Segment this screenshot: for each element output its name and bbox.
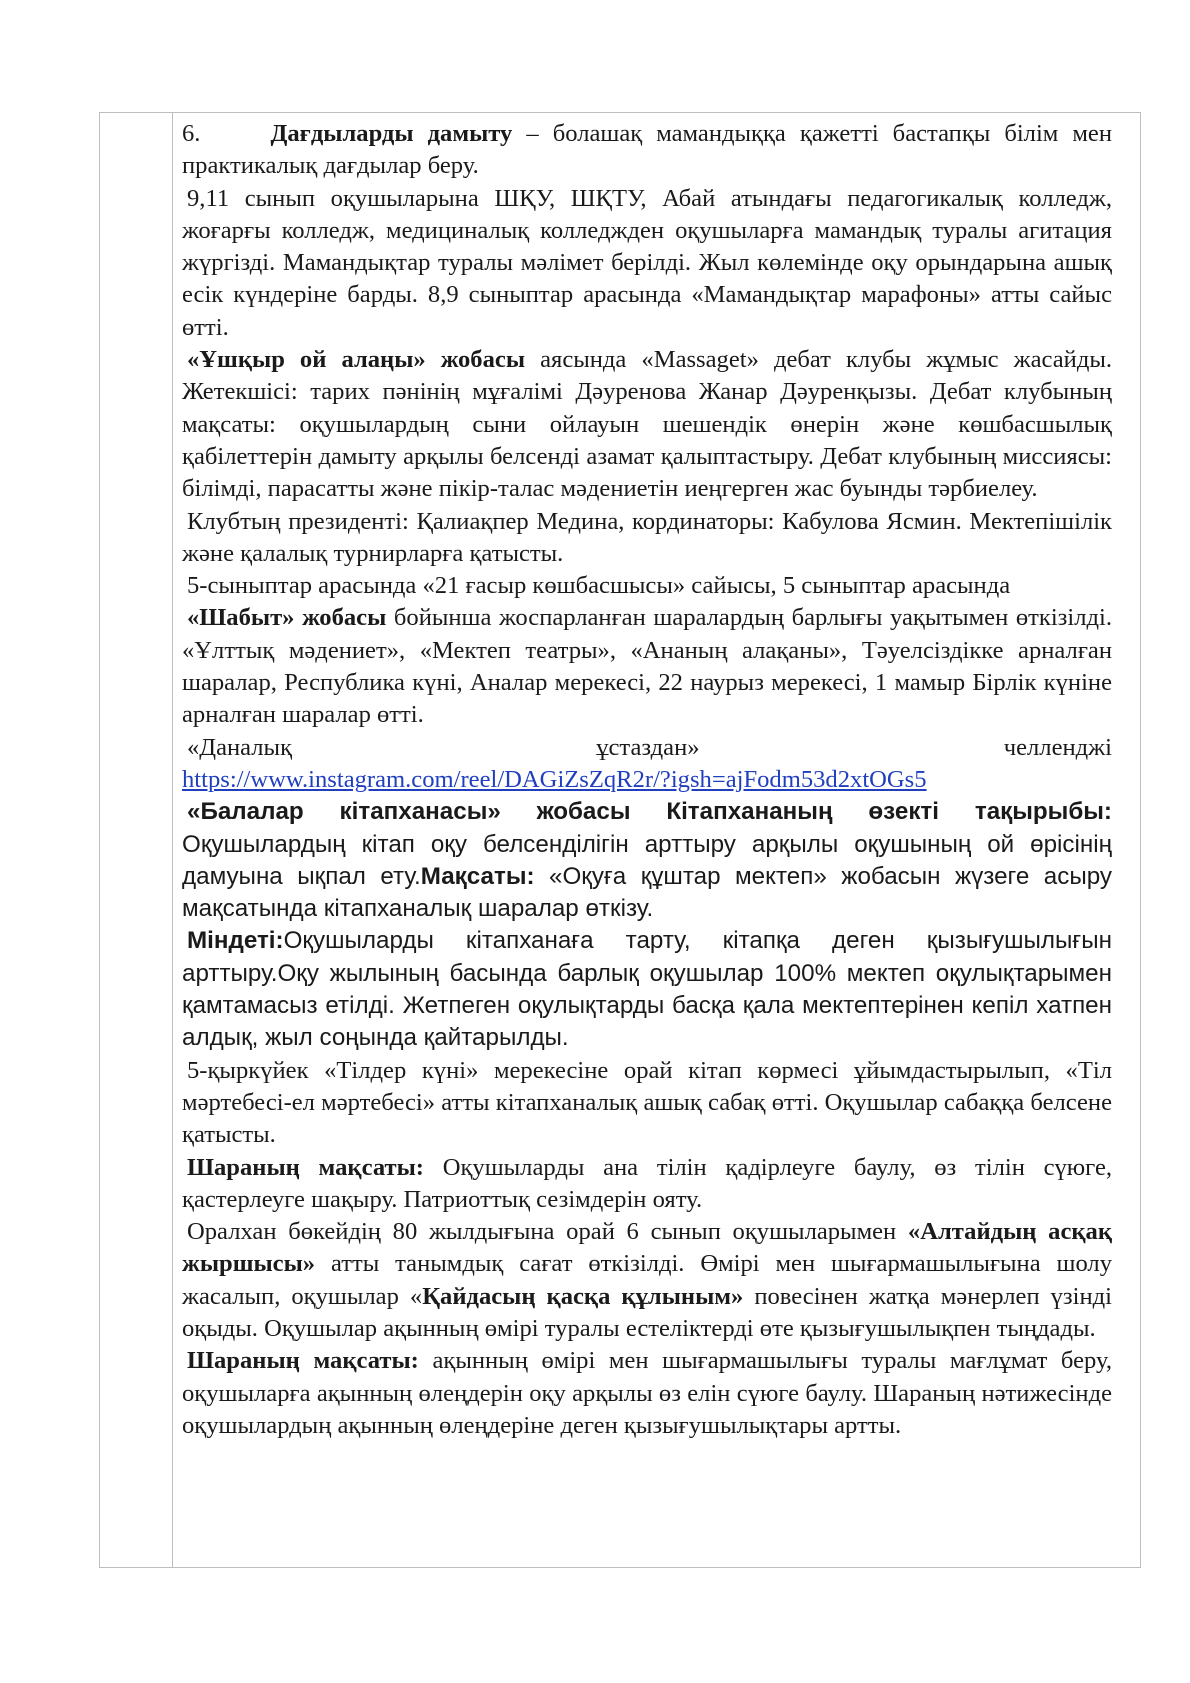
paragraph-text: Оқушылардың кітап оқу белсенділігін арттыру арқылы оқушының ой өрісінің дамуына ықпал ету.	[182, 830, 1112, 890]
task-label: Міндеті:	[187, 927, 284, 955]
paragraph-text: – болашақ мамандыққа қажетті бастапқы білім мен практикалық дағдылар беру.	[182, 120, 1113, 180]
paragraph-club-president: Клубтың президенті: Қалиақпер Медина, кординаторы: Кабулова Ясмин. Мектепішілік және қалалық турнирларға қатысты.	[182, 507, 1112, 567]
paragraph-challenge	[182, 732, 1112, 764]
instagram-link[interactable]: https://www.instagram.com/reel/DAGiZsZqR2r/?igsh=ajFodm53d2xtOGs5	[182, 765, 927, 793]
paragraph-skills	[182, 118, 1112, 183]
paragraph-debate-club	[182, 344, 1112, 505]
challenge-word: ұстаздан»	[596, 733, 700, 761]
paragraph-text: аясында «Massaget» дебат клубы жұмыс жасайды. Жетекшісі: тарих пәнінің мұғалімі Дәуренова Жанар Дәуренқызы. Дебат клубының мақсаты: оқушылардың сыни ойлауын шешендік өнерін және көшбасшылық қабілеттерін дамыту арқылы белсенді азамат қалыптастыру. Дебат клубының миссиясы: білімді, парасатты және пікір-талас мәдениетін иеңгерген жас буынды тәрбиелеу.	[182, 346, 1112, 503]
paragraph-text: «Оқуға құштар мектеп» жобасын жүзеге асыру мақсатында кітапханалық шаралар өткізу.	[182, 862, 1113, 923]
paragraph-text: Оқушыларды ана тілін қадірлеуге баулу, өз тілін сүюге, қастерлеуге шақыру. Патриоттық сезімдерін ояту.	[182, 1153, 1113, 1213]
item-number: 6.	[182, 120, 201, 147]
project-title: «Ұшқыр ой алаңы» жобасы	[187, 346, 526, 374]
paragraph-text: повесінен жатқа мәнерлеп үзінді оқыды. Оқушылар ақынның өмірі туралы естеліктерді өте қызығушылықпен тыңдады.	[182, 1282, 1112, 1342]
paragraph-text: Оралхан бөкейдің 80 жылдығына орай 6 сынып оқушыларымен	[187, 1218, 908, 1246]
heading-skills: Дағдыларды дамыту	[270, 120, 513, 147]
paragraph-languages-day: 5-қыркүйек «Тілдер күні» мерекесіне орай кітап көрмесі ұйымдастырылып, «Тіл мәртебесі-ел мәртебесі» атты кітапханалық ашық сабақ өтті. Оқушылар сабаққа белсене қатысты.	[182, 1056, 1112, 1149]
paragraph-text: ақынның өмірі мен шығармашылығы туралы мағлұмат беру, оқушыларға ақынның өлеңдерін оқу арқылы өз елін сүюге баулу. Шараның нәтижесінде оқушылардың ақынның өлеңдеріне деген қызығушылықтары артты.	[182, 1347, 1112, 1439]
project-title: «Балалар кітапханасы» жобасы Кітапхананың өзекті тақырыбы:	[187, 798, 1112, 826]
table-left-cell	[100, 113, 173, 1567]
paragraph-text: бойынша жоспарланған шаралардың барлығы уақытымен өткізілді. «Ұлттық мәдениет», «Мектеп театры», «Ананың алақаны», Тәуелсіздікке арналған шаралар, Республика күні, Аналар мерекесі, 22 наурыз мерекесі, 1 мамыр Бірлік күніне арналған шаралар өтті.	[182, 604, 1112, 729]
paragraph-leader-contest: 5-сыныптар арасында «21 ғасыр көшбасшысы» сайысы, 5 сыныптар арасында	[187, 572, 1011, 600]
event-title: «Алтайдың асқақ жыршысы»	[182, 1218, 1112, 1278]
paragraph-text: атты танымдық сағат өткізілді. Өмірі мен шығармашылығына шолу жасалып, оқушылар «	[182, 1250, 1112, 1310]
goal-label: Мақсаты:	[420, 862, 535, 890]
paragraph-event-goal-1	[182, 1152, 1112, 1217]
paragraph-link	[182, 764, 1112, 796]
paragraph-profession-agitation: 9,11 сынып оқушыларына ШҚУ, ШҚТУ, Абай атындағы педагогикалық колледж, жоғарғы колледж, медициналық колледжден оқушыларға мамандық туралы агитация жүргізді. Мамандықтар туралы мәлімет берілді. Жыл көлемінде оқу орындарына ашық есік күндеріне барды. 8,9 сыныптар арасында «Мамандықтар марафоны» атты сайыс өтті.	[182, 184, 1112, 341]
paragraph-text: Оқушыларды кітапханаға тарту, кітапқа деген қызығушылығын арттыру.Оқу жылының басында барлық оқушылар 100% мектеп оқулықтарымен қамтамасыз етілді. Жетпеген оқулықтарды басқа қала мектептерінен кепіл хатпен алдық, жыл соңында қайтарылды.	[182, 927, 1112, 1052]
paragraph-shabyt-project	[182, 602, 1112, 731]
story-title: Қайдасың қасқа құлыным»	[422, 1282, 744, 1310]
table-content-cell	[182, 118, 1112, 1442]
paragraph-oralkhan	[182, 1216, 1112, 1345]
paragraph-task	[182, 925, 1112, 1054]
event-goal-label: Шараның мақсаты:	[187, 1153, 424, 1181]
challenge-word: «Даналық	[187, 733, 293, 761]
paragraph-library-project	[182, 796, 1112, 925]
project-title: «Шабыт» жобасы	[187, 604, 387, 632]
paragraph-event-goal-2	[182, 1345, 1112, 1442]
document-table	[99, 112, 1141, 1568]
event-goal-label: Шараның мақсаты:	[187, 1347, 419, 1375]
challenge-word: челленджі	[1003, 733, 1112, 761]
